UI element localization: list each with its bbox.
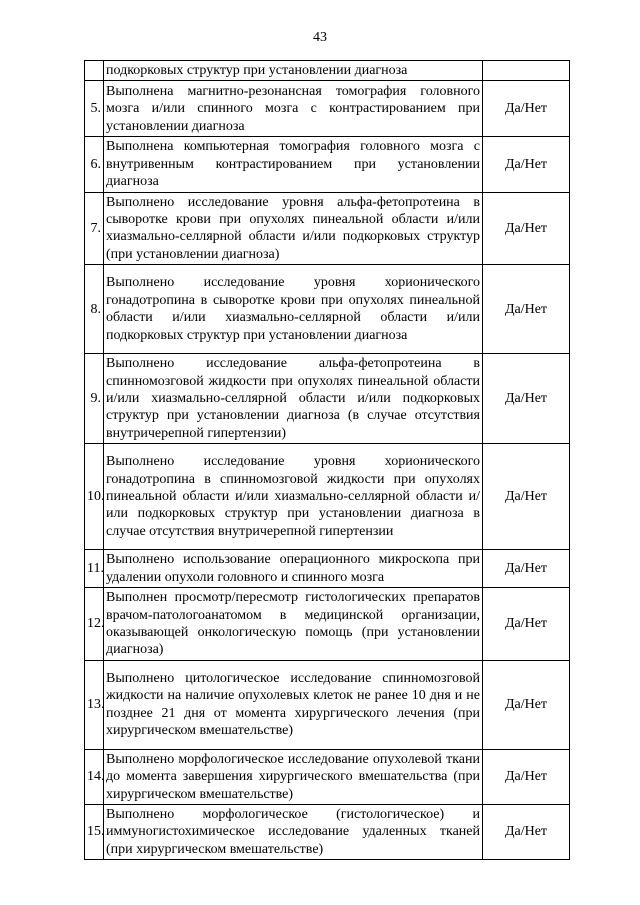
criterion-result: Да/Нет [483,749,570,804]
criterion-text: Выполнено исследование альфа-фетопротеина в спинномозговой жидкости при опухолях пинеальной области и/или хиазмально-селлярной области и/или подкорковых структур при установлении диагноза (в случае отсутствия внутричерепной гипертензии) [104,354,483,444]
criterion-text: подкорковых структур при установлении диагноза [104,61,483,81]
row-number: 5. [85,81,104,137]
criterion-text: Выполнено морфологическое исследование опухолевой ткани до момента завершения хирургического вмешательства (при хирургическом вмешательстве) [104,749,483,804]
criterion-text: Выполнено исследование уровня хорионического гонадотропина в спинномозговой жидкости при опухолях пинеальной области и/или хиазмально-селлярной области и/или подкорковых структур при установлении диагноза в случае отсутствия внутричерепной гипертензии [104,444,483,550]
table-row [85,81,570,137]
criterion-text: Выполнен просмотр/пересмотр гистологических препаратов врачом-патологоанатомом в медицинской организации, оказывающей онкологическую помощь (при установлении диагноза) [104,588,483,661]
table-row [85,354,570,444]
row-number: 15. [85,804,104,859]
criterion-result: Да/Нет [483,444,570,550]
table-row [85,444,570,550]
table-row [85,749,570,804]
table-row [85,550,570,588]
page-number: 43 [313,30,327,45]
criterion-result: Да/Нет [483,354,570,444]
criterion-text: Выполнено цитологическое исследование спинномозговой жидкости на наличие опухолевых клеток не ранее 10 дня и не позднее 21 дня от момента хирургического лечения (при хирургическом вмешательстве) [104,660,483,749]
row-number: 9. [85,354,104,444]
row-number: 8. [85,265,104,354]
table-row [85,137,570,192]
row-number: 6. [85,137,104,192]
criterion-text: Выполнено морфологическое (гистологическое) и иммуногистохимическое исследование удаленных тканей (при хирургическом вмешательстве) [104,804,483,859]
quality-criteria-table [84,60,570,860]
row-number [85,61,104,81]
criterion-result: Да/Нет [483,550,570,588]
row-number: 11. [85,550,104,588]
criterion-result [483,61,570,81]
criterion-text: Выполнено использование операционного микроскопа при удалении опухоли головного и спинного мозга [104,550,483,588]
table-row [85,61,570,81]
table-row [85,588,570,661]
row-number: 12. [85,588,104,661]
criterion-result: Да/Нет [483,660,570,749]
row-number: 7. [85,192,104,265]
criterion-result: Да/Нет [483,137,570,192]
criterion-result: Да/Нет [483,192,570,265]
row-number: 13. [85,660,104,749]
criterion-result: Да/Нет [483,81,570,137]
table-row [85,265,570,354]
criterion-result: Да/Нет [483,265,570,354]
table-row [85,804,570,859]
criterion-text: Выполнена магнитно-резонансная томография головного мозга и/или спинного мозга с контрастированием при установлении диагноза [104,81,483,137]
table-row [85,192,570,265]
criterion-result: Да/Нет [483,588,570,661]
criterion-result: Да/Нет [483,804,570,859]
row-number: 10. [85,444,104,550]
criterion-text: Выполнена компьютерная томография головного мозга с внутривенным контрастированием при установлении диагноза [104,137,483,192]
row-number: 14. [85,749,104,804]
criterion-text: Выполнено исследование уровня хорионического гонадотропина в сыворотке крови при опухолях пинеальной области и/или хиазмально-селлярной области и/или подкорковых структур при установлении диагноза [104,265,483,354]
table-row [85,660,570,749]
criterion-text: Выполнено исследование уровня альфа-фетопротеина в сыворотке крови при опухолях пинеальной области и/или хиазмально-селлярной области и/или подкорковых структур (при установлении диагноза) [104,192,483,265]
